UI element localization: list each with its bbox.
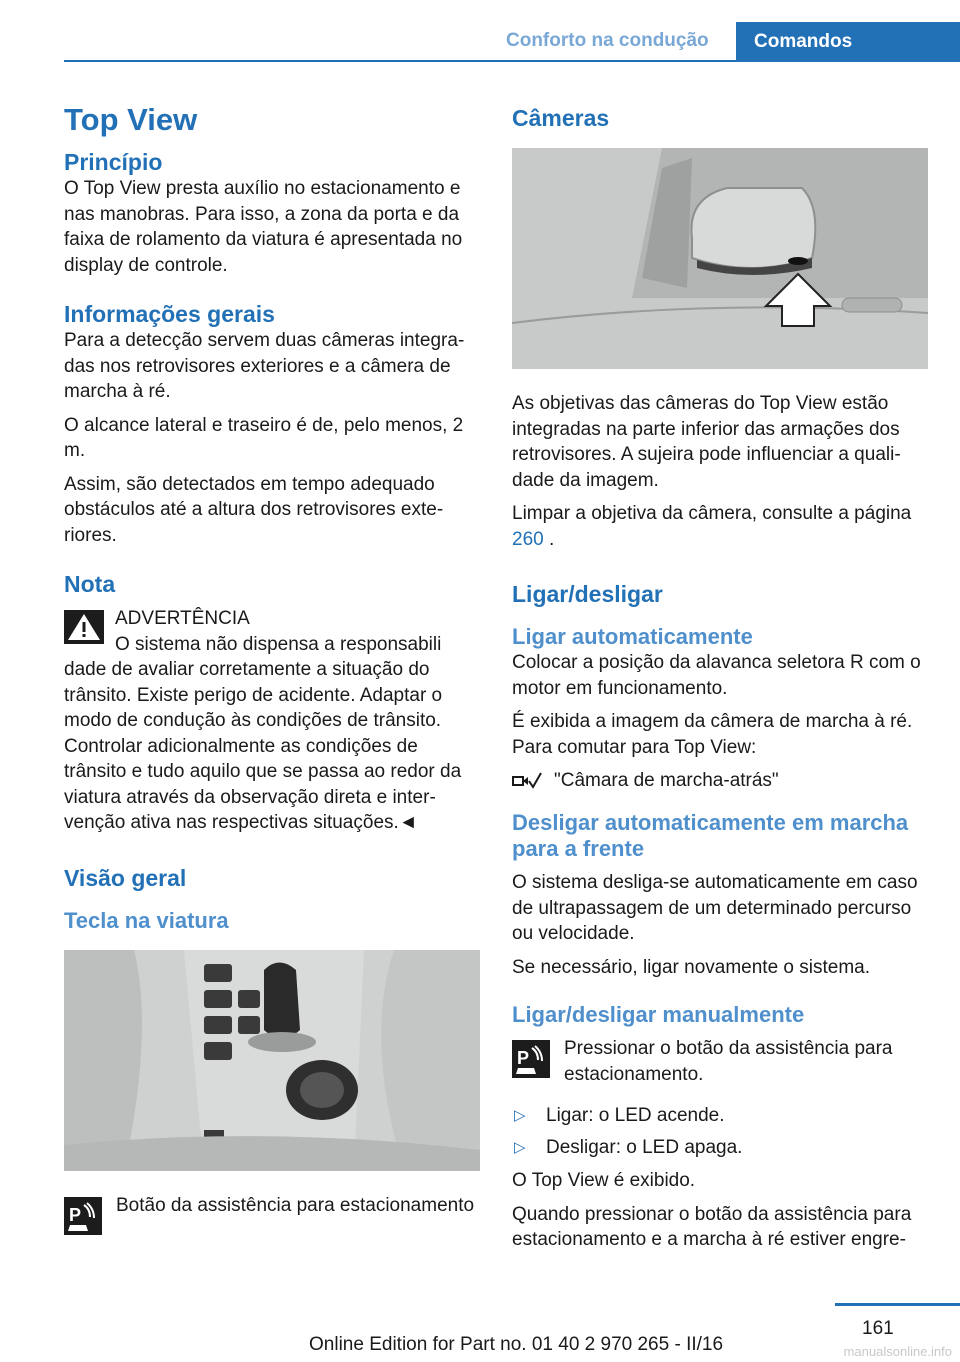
visao-heading: Visão geral	[64, 864, 187, 891]
bullet-text: Ligar: o LED acende.	[546, 1105, 725, 1126]
page-number: 161	[862, 1318, 894, 1339]
warning-triangle-icon	[64, 610, 104, 644]
cameras-p2-end: .	[543, 528, 555, 550]
page-link-260[interactable]: 260	[512, 528, 544, 550]
warning-block	[64, 606, 480, 836]
manual-row	[512, 1036, 928, 1087]
left-column	[64, 100, 480, 1233]
after-p1: O Top View é exibido.	[512, 1170, 696, 1191]
right-column	[512, 100, 928, 1253]
nota-heading: Nota	[64, 571, 116, 597]
info-heading: Informações gerais	[64, 301, 275, 327]
principio-heading: Princípio	[64, 149, 163, 175]
warning-text-first: O sistema não dispensa a responsabili	[115, 633, 442, 655]
info-p1: Para a detecção servem duas câmeras integradas nos retrovisores exteriores e a câmera de marcha à ré.	[64, 330, 465, 402]
header-section-label[interactable]: Conforto na condução	[506, 30, 709, 51]
auto-on-p1: Colocar a posição da alavanca seletora R com o motor em funcionamento.	[512, 652, 921, 699]
cameras-heading: Câmeras	[512, 105, 610, 131]
park-assist-button-icon	[64, 1197, 102, 1235]
menu-item-row	[512, 768, 928, 794]
principio-text: O Top View presta auxílio no estacionamento e nas manobras. Para isso, a zona da porta e da faixa de rolamento da viatura é apresentada no display de controle.	[64, 178, 463, 276]
park-assist-button-icon	[512, 1040, 550, 1078]
auto-on-heading: Ligar automaticamente	[512, 624, 753, 649]
auto-off-p2: Se necessário, ligar novamente o sistema.	[512, 956, 871, 978]
park-assist-caption: Botão da assistência para estacionamento	[116, 1194, 475, 1216]
tecla-heading: Tecla na viatura	[64, 907, 229, 933]
manual-heading: Ligar/desligar manualmente	[512, 1002, 805, 1027]
edition-footer: Online Edition for Part no. 01 40 2 970 265 - II/16	[309, 1334, 724, 1355]
warning-text-rest: dade de avaliar corretamente a situação do trânsito. Existe perigo de acidente. Adaptar o modo de condução às condições de trânsito. Controlar adicionalmente as condições de trânsito e tudo aquilo que se passa ao redor da viatura através da observação direta e intervenção ativa nas respectivas situações.◄	[64, 659, 462, 833]
cameras-p2-text: Limpar a objetiva da câmera, consulte a página	[512, 503, 912, 524]
svg-text:P: P	[517, 1048, 530, 1068]
camera-check-icon	[512, 772, 542, 790]
warning-title: ADVERTÊNCIA	[115, 608, 250, 629]
page-title: Top View	[64, 102, 198, 137]
info-p3: Assim, são detectados em tempo adequado obstáculos até a altura dos retrovisores exteriores.	[64, 473, 444, 546]
auto-off-p1: O sistema desliga-se automaticamente em caso de ultrapassagem de um determinado percurso ou velocidade.	[512, 872, 918, 944]
bullet-triangle-icon: ▷	[514, 1138, 526, 1156]
led-bullet-list	[512, 1103, 928, 1160]
page-header	[64, 0, 960, 62]
auto-on-p2: É exibida a imagem da câmera de marcha à ré. Para comutar para Top View:	[512, 711, 913, 758]
cameras-p1: As objetivas das câmeras do Top View estão integradas na parte inferior das armações dos retrovisores. A sujeira pode influenciar a qualidade da imagem.	[512, 393, 901, 491]
list-item	[512, 1103, 928, 1129]
svg-text:P: P	[69, 1204, 82, 1225]
menu-item-label: "Câmara de marcha-atrás"	[554, 770, 779, 791]
ligar-heading: Ligar/desligar	[512, 581, 663, 607]
mirror-photo	[512, 148, 928, 369]
info-p2: O alcance lateral e traseiro é de, pelo menos, 2 m.	[64, 414, 464, 461]
header-chapter-tab[interactable]: Comandos	[736, 22, 960, 62]
cameras-p2	[512, 501, 928, 552]
console-photo	[64, 950, 480, 1171]
auto-off-heading: Desligar automaticamente em marcha para a frente	[512, 810, 909, 861]
park-assist-caption-row	[64, 1193, 480, 1233]
bullet-text: Desligar: o LED apaga.	[546, 1136, 743, 1158]
footer-rule	[835, 1303, 960, 1306]
watermark: manualsonline.info	[843, 1344, 952, 1359]
list-item	[512, 1135, 928, 1161]
bullet-triangle-icon: ▷	[514, 1107, 526, 1124]
after-p2: Quando pressionar o botão da assistência para estacionamento e a marcha à ré estiver engre-	[512, 1203, 912, 1250]
manual-text: Pressionar o botão da assistência para estacionamento.	[564, 1038, 893, 1085]
